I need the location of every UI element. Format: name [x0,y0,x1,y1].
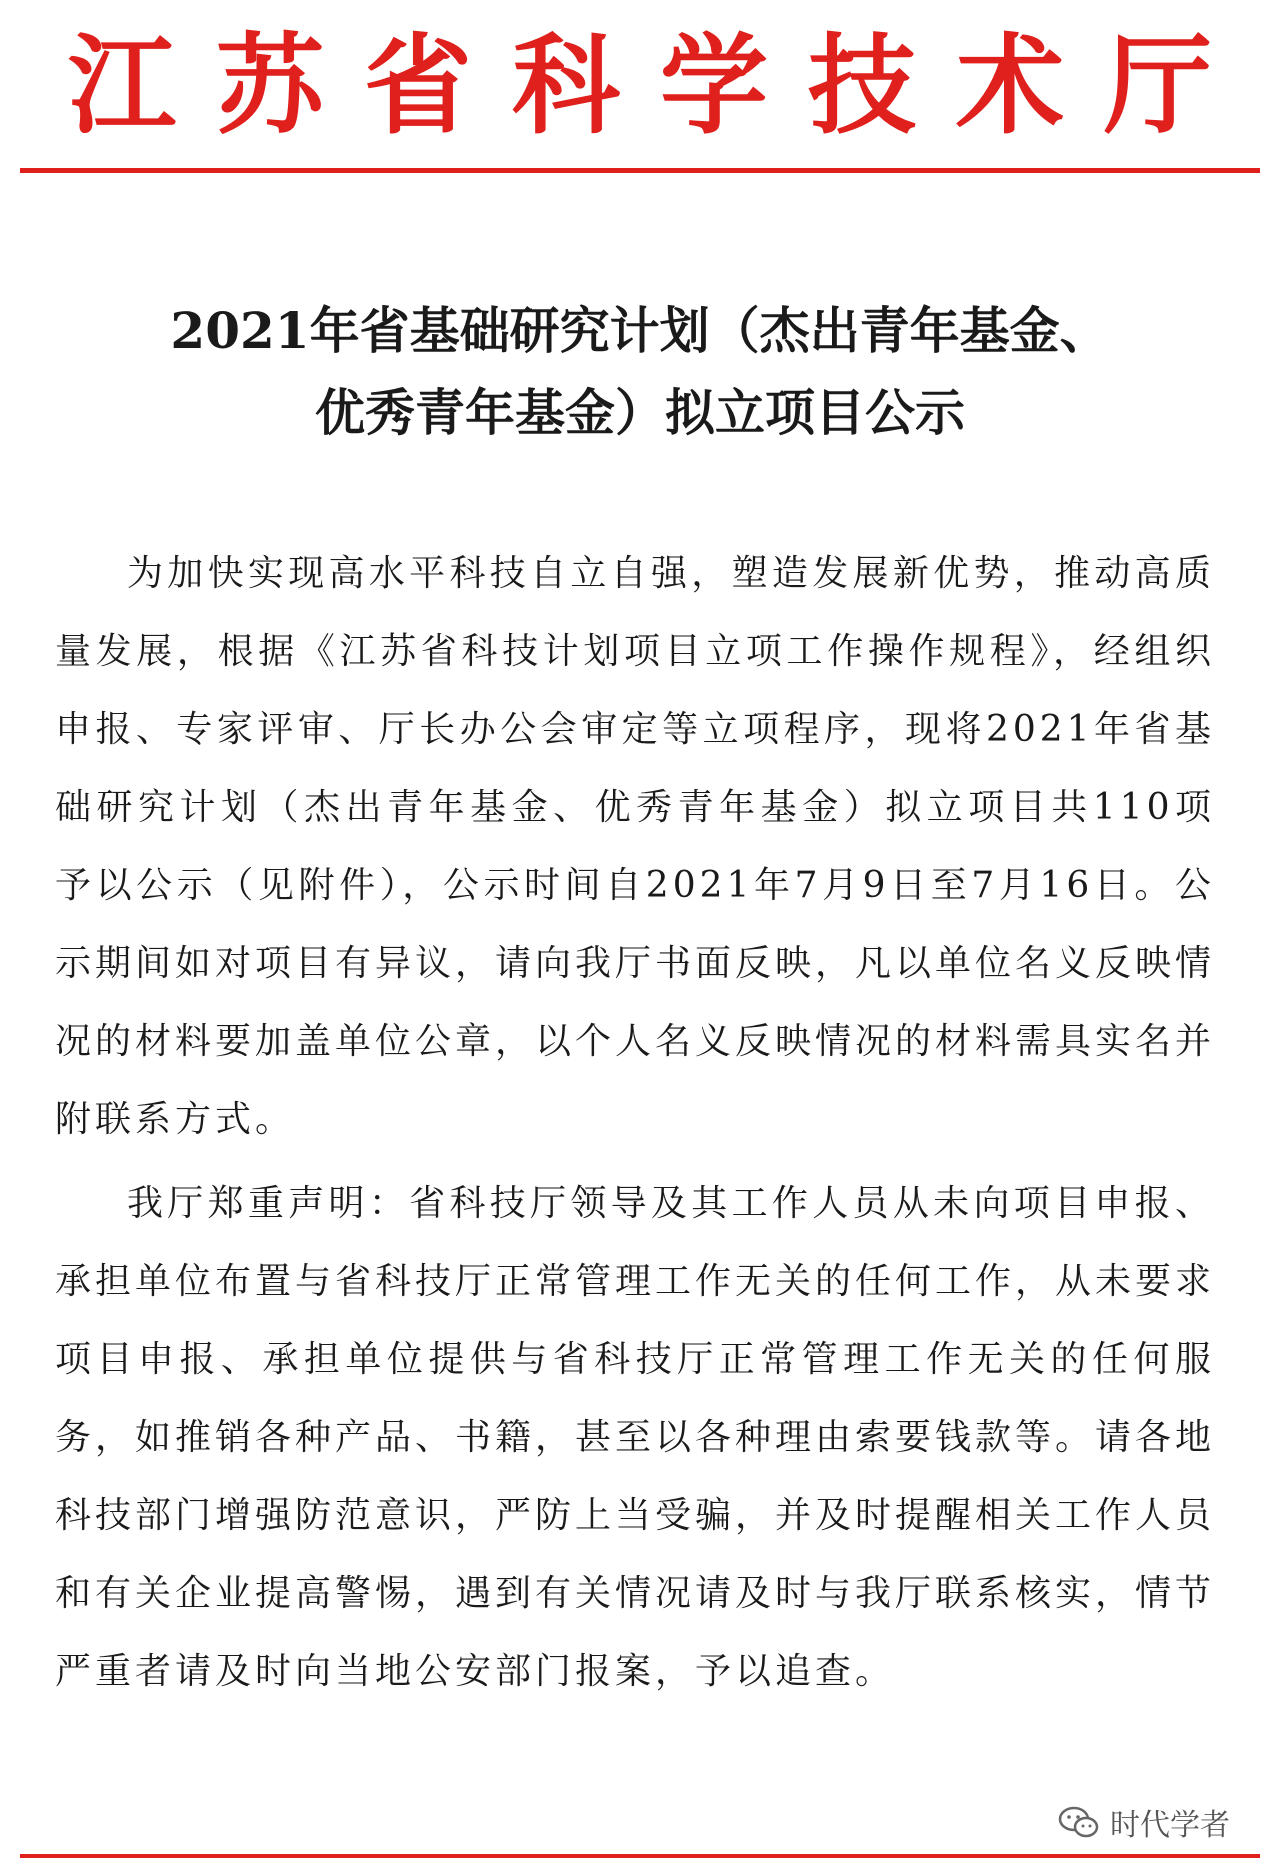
letterhead-org-name: 江苏省科学技术厅 [67,24,1252,149]
document-body [55,535,1215,1711]
watermark-label: 时代学者 [1110,1808,1230,1843]
document-title [100,290,1180,454]
wechat-icon [1058,1804,1100,1840]
body-paragraph-1: 为加快实现高水平科技自立自强，塑造发展新优势，推动高质量发展，根据《江苏省科技计划项目立项工作操作规程》，经组织申报、专家评审、厅长办公会审定等立项程序，现将2021年省基础研究计划（杰出青年基金、优秀青年基金）拟立项目共110项予以公示（见附件），公示时间自2021年7月9日至7月16日。公示期间如对项目有异议，请向我厅书面反映，凡以单位名义反映情况的材料要加盖单位公章，以个人名义反映情况的材料需具实名并附联系方式。 [55,553,1216,1140]
letterhead-red-rule [20,168,1260,173]
wechat-watermark [1058,1800,1230,1844]
title-line-1: 2021年省基础研究计划（杰出青年基金、 [170,301,1110,360]
body-paragraph-2: 我厅郑重声明：省科技厅领导及其工作人员从未向项目申报、承担单位布置与省科技厅正常管理工作无关的任何工作，从未要求项目申报、承担单位提供与省科技厅正常管理工作无关的任何服务，如推销各种产品、书籍，甚至以各种理由索要钱款等。请各地科技部门增强防范意识，严防上当受骗，并及时提醒相关工作人员和有关企业提高警惕，遇到有关情况请及时与我厅联系核实，情节严重者请及时向当地公安部门报案，予以追查。 [55,1183,1216,1692]
title-line-2: 优秀青年基金）拟立项目公示 [315,383,965,442]
bottom-red-rule [20,1854,1260,1858]
